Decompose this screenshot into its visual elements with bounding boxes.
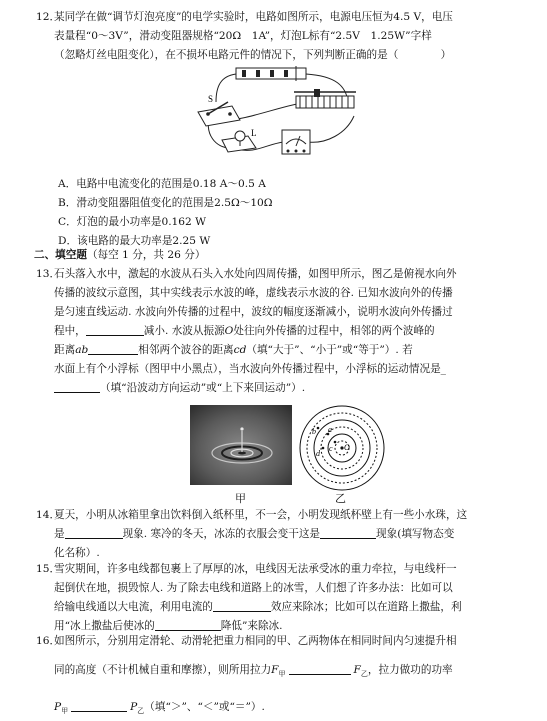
figure-caption-jia: 甲 (235, 492, 246, 505)
section-title (34, 246, 205, 265)
battery-icon (236, 66, 306, 81)
question-text: 程中， 减小. 水波从振源O处往向外传播的过程中，相邻的两个波峰的 (54, 322, 516, 341)
wave-pattern-diagram (298, 404, 386, 492)
point-label-d: d (316, 449, 320, 458)
answer-blank[interactable] (155, 617, 221, 631)
question-text: 给输电线通以大电流，利用电流的 效应来除冰；比如可以在道路上撒盐，利 (54, 598, 516, 617)
question-text: （填“沿波动方向运动”或“上下来回运动”）. (54, 379, 516, 398)
question-text: 用“冰上撒盐后使冰的 降低”来除冰. (54, 617, 516, 636)
question-text: 表量程“0～3V”，滑动变阻器规格“20Ω 1A”，灯泡L标有“2.5V 1.25W”字样 (54, 30, 432, 42)
circuit-diagram (196, 64, 366, 169)
question-15 (36, 560, 516, 636)
question-number: 13． (36, 268, 61, 280)
question-text: 化名称）. (54, 547, 100, 559)
question-text: 石头落入水中，激起的水波从石头入水处向四周传播，如图甲所示，图乙是俯视水向外 (54, 268, 457, 280)
answer-blank[interactable] (88, 341, 138, 355)
question-12 (36, 8, 516, 65)
answer-blank[interactable] (86, 322, 144, 336)
point-label-o: O (344, 443, 350, 452)
water-ripple-photo (190, 405, 292, 485)
point-label-a: a (328, 425, 332, 434)
question-13 (36, 265, 516, 398)
question-text: 起倒伏在地，损毁惊人. 为了除去电线和道路上的冰雪，人们想了许多办法：比如可以 (54, 582, 453, 594)
answer-blank[interactable] (71, 698, 127, 712)
question-number: 14． (36, 509, 61, 521)
question-number: 16． (36, 635, 61, 647)
question-text: 夏天，小明从冰箱里拿出饮料倒入纸杯里，不一会，小明发现纸杯壁上有一些小水珠，这 (54, 509, 468, 521)
section-heading: 二、填空题 (34, 249, 87, 261)
question-text: 是 现象. 寒冷的冬天，冰冻的衣服会变干这是 现象(填写物态变 (54, 525, 516, 544)
option-b[interactable]: B．滑动变阻器阻值变化的范围是2.5Ω～10Ω (58, 197, 273, 209)
question-text: 雪灾期间，许多电线都包裹上了厚厚的冰，电线因无法承受冰的重力牵拉，与电线杆一 (54, 563, 457, 575)
option-d[interactable]: D．该电路的最大功率是2.25 W (58, 235, 211, 247)
question-text: 如图所示，分别用定滑轮、动滑轮把重力相同的甲、乙两物体在相同时间内匀速提升相 (54, 635, 457, 647)
question-text: 同的高度（不计机械自重和摩擦），则所用拉力$F_甲$ $F_乙$，拉力做功的功率 (54, 661, 516, 684)
option-c[interactable]: C．灯泡的最小功率是0.162 W (58, 216, 207, 228)
voltmeter-icon (282, 130, 310, 154)
section-note: （每空 1 分，共 26 分） (86, 249, 206, 261)
option-a[interactable]: A．电路中电流变化的范围是0.18 A～0.5 A (58, 178, 266, 190)
question-number: 15． (36, 563, 61, 575)
question-text: 距离ab 相邻两个波谷的距离cd（填“大于”、“小于”或“等于”）. 若 (54, 341, 516, 360)
switch-icon (198, 102, 240, 126)
answer-blank[interactable] (65, 525, 123, 539)
question-text: 水面上有个小浮标（图甲中小黑点），当水波向外传播过程中，小浮标的运动情况是_ (54, 363, 446, 375)
question-14 (36, 506, 516, 563)
question-16 (36, 632, 516, 721)
question-text: $P_甲$ $P_乙$（填“＞”、“＜”或“＝”）. (54, 698, 516, 721)
question-text: 传播的波纹示意图，其中实线表示水波的峰，虚线表示水波的谷. 已知水波向外的传播 (54, 287, 453, 299)
answer-blank[interactable] (213, 598, 271, 612)
rheostat-icon (294, 89, 356, 108)
answer-blank[interactable] (289, 661, 351, 675)
question-text: 某同学在做“调节灯泡亮度”的电学实验时，电路如图所示，电源电压恒为4.5 V，电压 (54, 11, 453, 23)
figure-caption-yi: 乙 (335, 492, 346, 505)
answer-blank[interactable] (54, 379, 100, 393)
answer-blank[interactable] (320, 525, 376, 539)
point-label-b: b (312, 427, 316, 436)
question-text: （忽略灯丝电阻变化），在不损坏电路元件的情况下，下列判断正确的是（ ） (54, 49, 452, 61)
switch-label: S (208, 94, 214, 104)
question-number: 12． (36, 11, 61, 23)
lamp-label: L (251, 128, 257, 138)
question-text: 是匀速直线运动. 水波向外传播的过程中，波纹的幅度逐渐减小，说明水波向外传播过 (54, 306, 453, 318)
point-label-c: c (329, 444, 333, 453)
